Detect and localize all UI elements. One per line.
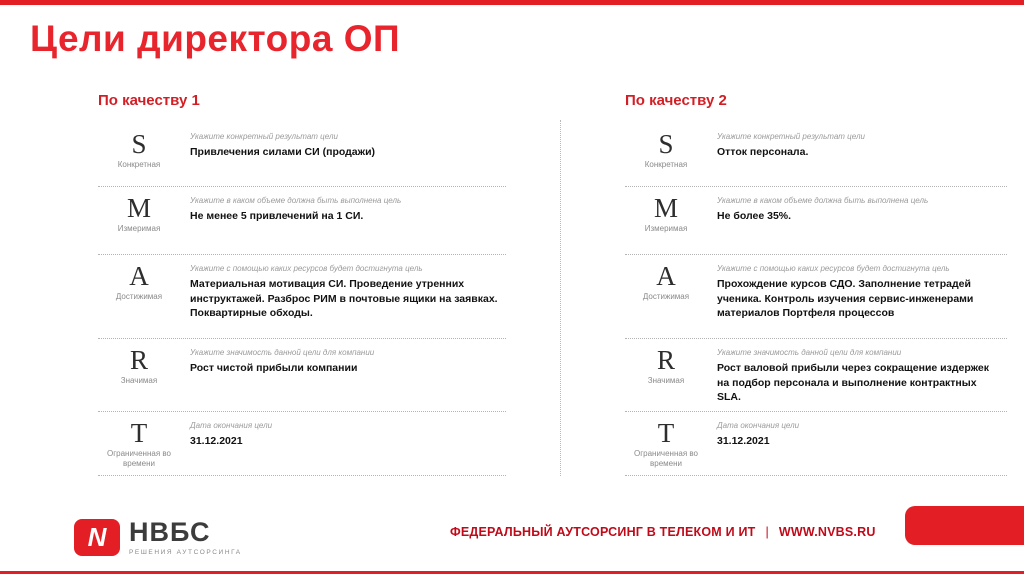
smart-letter: T: [130, 418, 148, 448]
letter-box: [625, 419, 707, 469]
row-text: [180, 130, 506, 160]
smart-row-t: [98, 412, 506, 476]
goal-value: Рост чистой прибыли компании: [190, 362, 358, 374]
smart-row-r: [98, 339, 506, 412]
goal-value: 31.12.2021: [717, 435, 770, 447]
row-text: [180, 262, 506, 321]
letter-box: [98, 419, 180, 469]
logo-subtitle: РЕШЕНИЯ АУТСОРСИНГА: [129, 549, 242, 556]
tagline-separator: |: [765, 525, 769, 539]
letter-box: [98, 346, 180, 386]
smart-letter: S: [131, 129, 147, 159]
goal-value: Материальная мотивация СИ. Проведение утренних инструктажей. Разброс РИМ в почтовые ящики на заявках. Поквартирные обходы.: [190, 278, 498, 320]
column-divider: [560, 120, 561, 476]
smart-letter-label: Ограниченная во времени: [107, 449, 171, 468]
letter-box: [625, 346, 707, 386]
letter-box: [98, 130, 180, 170]
smart-letter-label: Конкретная: [644, 160, 688, 169]
row-text: [180, 419, 506, 449]
smart-letter-label: Конкретная: [117, 160, 161, 169]
tagline-text: ФЕДЕРАЛЬНЫЙ АУТСОРСИНГ В ТЕЛЕКОМ И ИТ: [450, 525, 756, 539]
row-text: [707, 346, 1007, 405]
smart-letter: A: [129, 261, 149, 291]
smart-letter: R: [656, 345, 675, 375]
row-text: [707, 130, 1007, 160]
slide-footer: [0, 500, 1024, 574]
goal-hint: Укажите с помощью каких ресурсов будет достигнута цель: [717, 264, 950, 273]
goal-hint: Укажите конкретный результат цели: [717, 132, 865, 141]
smart-letter: S: [658, 129, 674, 159]
goal-hint: Дата окончания цели: [717, 421, 800, 430]
smart-row-a: [625, 255, 1007, 339]
goal-value: Привлечения силами СИ (продажи): [190, 146, 376, 158]
smart-letter: R: [129, 345, 148, 375]
smart-letter-label: Измеримая: [644, 224, 688, 233]
goal-column-2: [625, 92, 1007, 476]
smart-row-s: [98, 123, 506, 187]
goal-value: Рост валовой прибыли через сокращение издержек на подбор персонала и выполнение контрактных SLA.: [717, 362, 990, 404]
smart-letter-label: Достижимая: [115, 292, 163, 301]
goal-hint: Дата окончания цели: [190, 421, 273, 430]
row-text: [180, 194, 506, 224]
smart-letter-label: Значимая: [120, 376, 158, 385]
website-url: WWW.NVBS.RU: [778, 525, 876, 539]
smart-row-a: [98, 255, 506, 339]
slide-title: Цели директора ОП: [30, 18, 401, 59]
smart-row-m: [625, 187, 1007, 255]
smart-letter-label: Достижимая: [642, 292, 690, 301]
goal-value: Не менее 5 привлечений на 1 СИ.: [190, 210, 364, 222]
letter-box: [98, 262, 180, 302]
row-text: [707, 419, 1007, 449]
goal-value: Не более 35%.: [717, 210, 792, 222]
column-1-header: По качеству 1: [98, 92, 200, 109]
goal-hint: Укажите в каком объеме должна быть выполнена цель: [717, 196, 929, 205]
goal-hint: Укажите значимость данной цели для компании: [190, 348, 375, 357]
smart-row-m: [98, 187, 506, 255]
smart-letter-label: Измеримая: [117, 224, 161, 233]
letter-box: [625, 130, 707, 170]
smart-row-r: [625, 339, 1007, 412]
smart-letter: M: [126, 193, 151, 223]
smart-letter: T: [657, 418, 675, 448]
smart-row-s: [625, 123, 1007, 187]
goal-value: 31.12.2021: [190, 435, 243, 447]
letter-box: [625, 262, 707, 302]
logo-name: НВБС: [129, 517, 211, 547]
company-logo: [74, 519, 242, 556]
smart-letter: M: [653, 193, 678, 223]
top-accent-bar: [0, 0, 1024, 5]
footer-tagline: [450, 525, 876, 539]
smart-letter-label: Ограниченная во времени: [634, 449, 698, 468]
row-text: [180, 346, 506, 376]
goal-hint: Укажите конкретный результат цели: [190, 132, 338, 141]
goal-value: Прохождение курсов СДО. Заполнение тетрадей ученика. Контроль изучения сервис-инженерами материалов Портфеля процессов: [717, 278, 974, 320]
column-2-header: По качеству 2: [625, 92, 727, 109]
red-corner-tab: [905, 506, 1024, 545]
letter-box: [98, 194, 180, 234]
nvbs-logo-icon: N: [74, 519, 120, 556]
goal-column-1: [98, 92, 506, 476]
letter-box: [625, 194, 707, 234]
smart-row-t: [625, 412, 1007, 476]
goal-hint: Укажите значимость данной цели для компании: [717, 348, 902, 357]
smart-letter: A: [656, 261, 676, 291]
logo-text-block: [129, 519, 242, 556]
smart-letter-label: Значимая: [647, 376, 685, 385]
goal-value: Отток персонала.: [717, 146, 809, 158]
row-text: [707, 194, 1007, 224]
goal-hint: Укажите с помощью каких ресурсов будет достигнута цель: [190, 264, 423, 273]
goal-hint: Укажите в каком объеме должна быть выполнена цель: [190, 196, 402, 205]
row-text: [707, 262, 1007, 321]
